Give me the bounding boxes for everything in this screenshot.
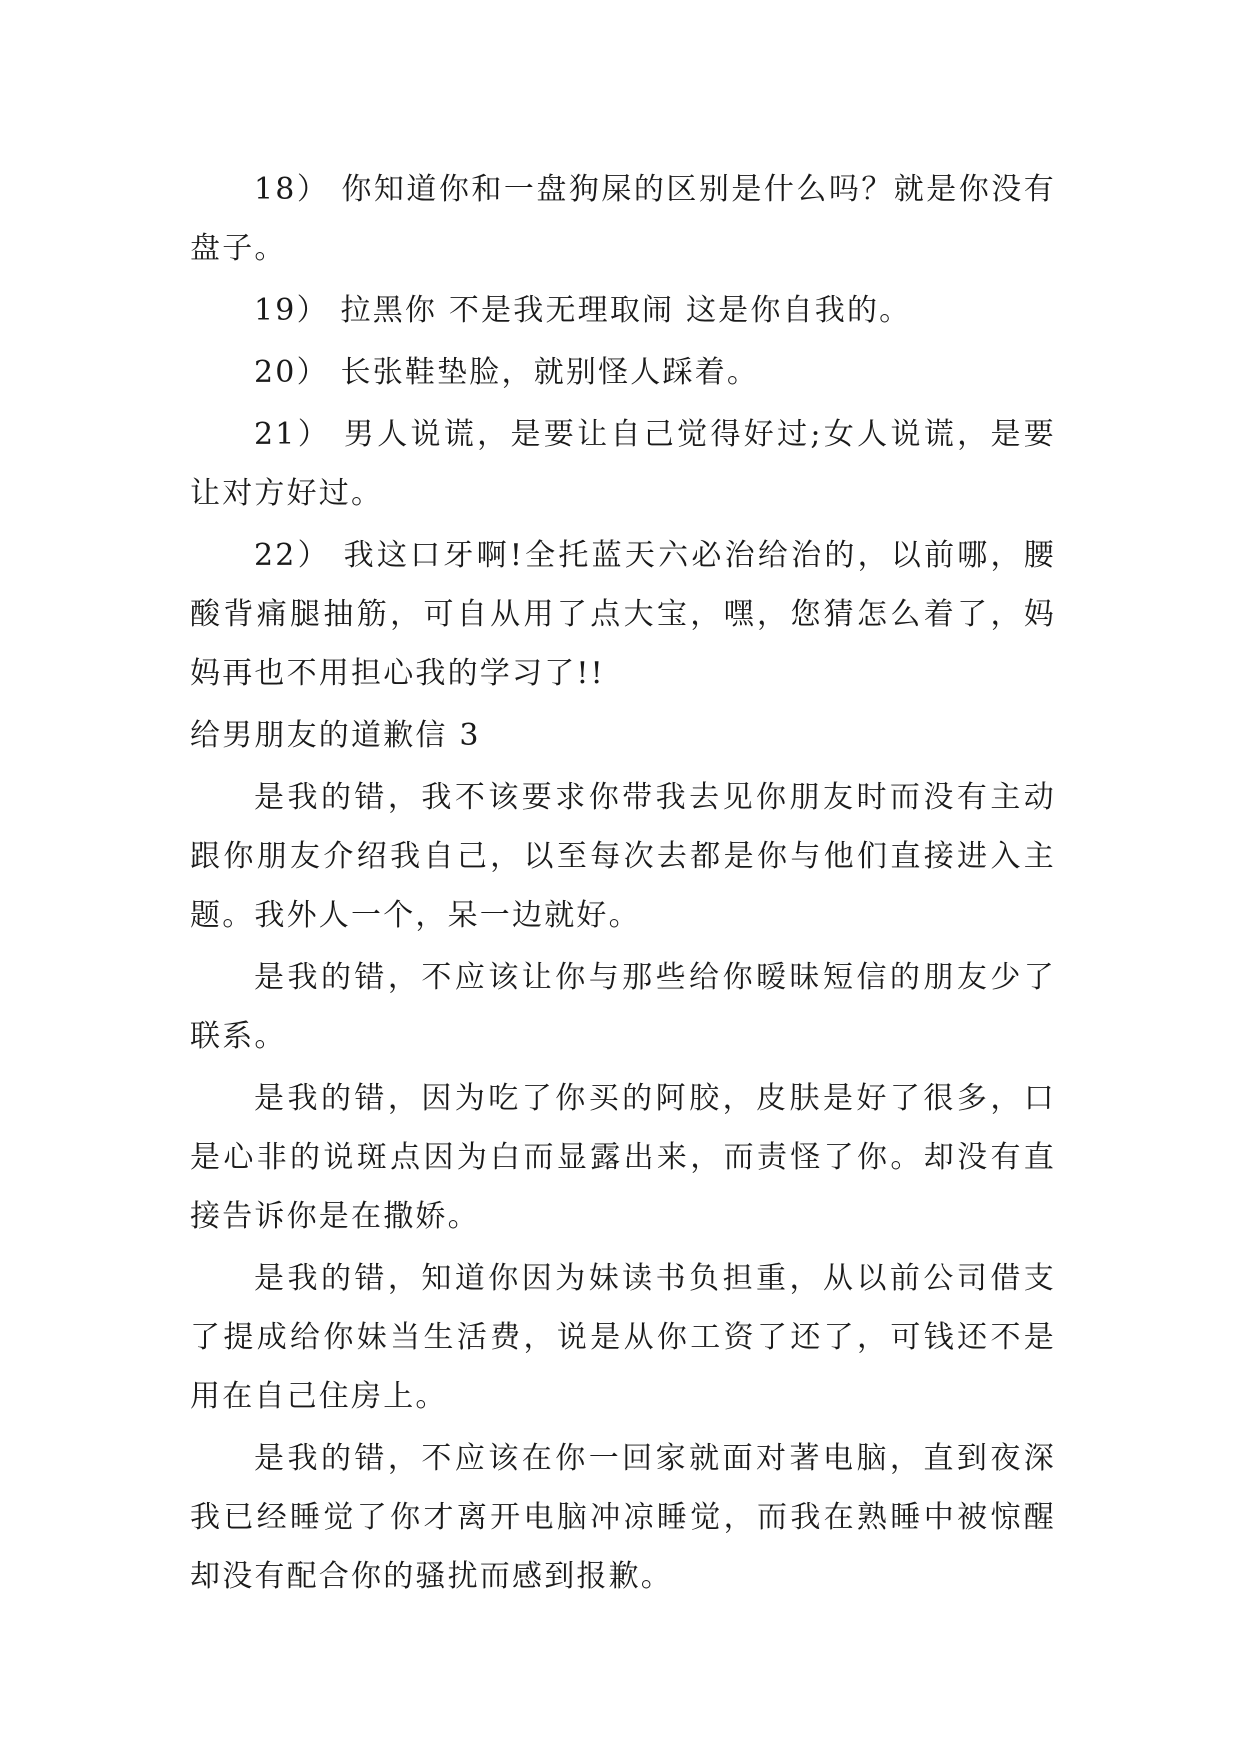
list-item-22: 22） 我这口牙啊!全托蓝天六必治给治的，以前哪，腰酸背痛腿抽筋，可自从用了点大宝，嘿，您猜怎么着了，妈妈再也不用担心我的学习了!! [190,538,1056,691]
letter-paragraph-2: 是我的错，不应该让你与那些给你暧昧短信的朋友少了联系。 [190,960,1056,1054]
list-item-20: 20） 长张鞋垫脸，就别怪人踩着。 [254,355,760,390]
letter-paragraph-5: 是我的错，不应该在你一回家就面对著电脑，直到夜深我已经睡觉了你才离开电脑冲凉睡觉，而我在熟睡中被惊醒却没有配合你的骚扰而感到报歉。 [190,1441,1056,1594]
list-item-19: 19） 拉黑你 不是我无理取闹 这是你自我的。 [254,293,912,328]
letter-paragraph-1: 是我的错，我不该要求你带我去见你朋友时而没有主动跟你朋友介绍我自己，以至每次去都是你与他们直接进入主题。我外人一个，呆一边就好。 [190,780,1056,933]
letter-paragraph-4: 是我的错，知道你因为妹读书负担重，从以前公司借支了提成给你妹当生活费，说是从你工资了还了，可钱还不是用在自己住房上。 [190,1261,1056,1414]
section-title: 给男朋友的道歉信 3 [190,718,481,753]
letter-paragraph-3: 是我的错，因为吃了你买的阿胶，皮肤是好了很多，口是心非的说斑点因为白而显露出来，而责怪了你。却没有直接告诉你是在撒娇。 [190,1081,1056,1234]
document-page [190,160,1056,1609]
list-item-18: 18） 你知道你和一盘狗屎的区别是什么吗？就是你没有盘子。 [190,172,1056,266]
list-item-21: 21） 男人说谎，是要让自己觉得好过;女人说谎，是要让对方好过。 [190,417,1056,511]
